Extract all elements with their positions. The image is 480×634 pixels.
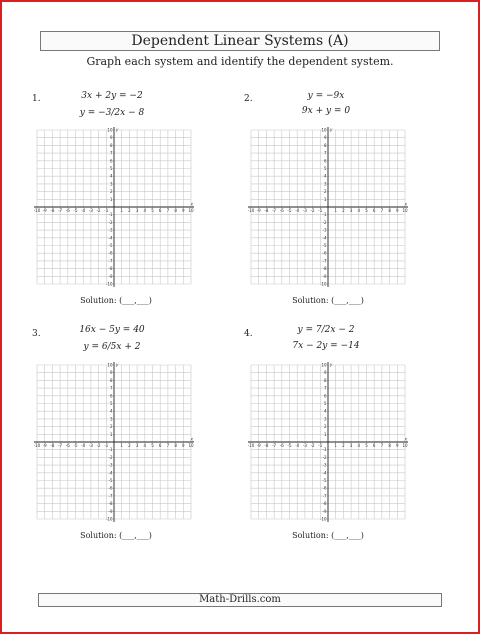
x-tick-label: -2 <box>96 208 101 213</box>
y-tick-label: 4 <box>323 408 327 414</box>
y-tick-label: 9 <box>323 370 327 376</box>
x-tick-label: -9 <box>42 443 47 448</box>
y-tick-label: 2 <box>323 189 327 195</box>
x-tick-label: -4 <box>295 208 300 213</box>
x-tick-label: -10 <box>248 443 255 448</box>
equation-1: y = −9x <box>307 91 345 101</box>
y-tick-label: 10 <box>107 362 113 368</box>
y-tick-label: -7 <box>108 493 113 499</box>
x-tick-label: 6 <box>158 443 162 448</box>
x-tick-label: -9 <box>42 208 47 213</box>
y-tick-label: 3 <box>323 181 327 187</box>
y-tick-label: -5 <box>108 243 113 248</box>
x-tick-label: 8 <box>174 443 177 448</box>
y-tick-label: 1 <box>109 196 113 202</box>
equation-1: 3x + 2y = −2 <box>81 91 143 101</box>
x-tick-label: 9 <box>396 443 399 448</box>
y-tick-label: 9 <box>109 135 113 141</box>
y-tick-label: -4 <box>108 470 113 476</box>
y-tick-label: 7 <box>109 385 113 391</box>
y-tick-label: -10 <box>319 281 327 287</box>
y-tick-label: -2 <box>322 454 327 460</box>
y-tick-label: 1 <box>323 431 327 437</box>
y-tick-label: 6 <box>109 158 113 164</box>
x-tick-label: 3 <box>135 208 139 213</box>
x-tick-label: -10 <box>34 443 41 448</box>
x-tick-label: 4 <box>357 208 361 213</box>
y-tick-label: 3 <box>323 416 327 422</box>
x-tick-label: 8 <box>388 443 391 448</box>
y-tick-label: 10 <box>321 362 327 368</box>
problem-number: 2. <box>244 94 253 104</box>
x-axis-label: x <box>190 201 193 207</box>
y-tick-label: -5 <box>322 243 327 248</box>
y-tick-label: -7 <box>322 493 327 499</box>
x-tick-label: 10 <box>402 208 408 213</box>
equation-2: 7x − 2y = −14 <box>292 341 360 351</box>
x-tick-label: 4 <box>143 208 147 213</box>
x-tick-label: 5 <box>151 443 154 448</box>
y-tick-label: -2 <box>108 219 113 225</box>
y-tick-label: 10 <box>321 127 327 133</box>
y-axis-label: y <box>330 362 333 367</box>
x-tick-label: 1 <box>334 443 337 448</box>
equation-2: 9x + y = 0 <box>301 106 351 116</box>
y-tick-label: -1 <box>322 212 327 218</box>
y-tick-label: 5 <box>109 166 113 171</box>
x-tick-label: 4 <box>357 443 361 448</box>
x-tick-label: -2 <box>310 443 315 448</box>
x-tick-label: 6 <box>158 208 162 213</box>
y-tick-label: 4 <box>109 408 113 414</box>
x-tick-label: -6 <box>279 208 284 213</box>
y-axis-label: y <box>116 127 119 132</box>
y-tick-label: 5 <box>323 166 327 171</box>
x-tick-label: 1 <box>334 208 337 213</box>
x-tick-label: 9 <box>396 208 399 213</box>
y-tick-label: -6 <box>322 485 327 491</box>
y-tick-label: 3 <box>109 416 113 422</box>
y-tick-label: 2 <box>109 189 113 195</box>
y-tick-label: -8 <box>322 501 327 507</box>
y-tick-label: -4 <box>322 470 327 476</box>
y-tick-label: -6 <box>322 250 327 256</box>
y-tick-label: -2 <box>322 219 327 225</box>
x-tick-label: -4 <box>81 443 86 448</box>
y-tick-label: 8 <box>323 377 327 383</box>
x-tick-label: -5 <box>287 443 292 448</box>
x-tick-label: -2 <box>310 208 315 213</box>
x-tick-label: -8 <box>50 443 55 448</box>
y-axis-label: y <box>116 362 119 367</box>
x-tick-label: 8 <box>388 208 391 213</box>
x-tick-label: 6 <box>372 208 376 213</box>
y-tick-label: -8 <box>322 266 327 272</box>
x-tick-label: 10 <box>402 443 408 448</box>
x-tick-label: -1 <box>318 443 323 448</box>
y-tick-label: -4 <box>322 235 327 241</box>
y-tick-label: -3 <box>108 462 113 468</box>
solution-line: Solution: (___,___) <box>292 296 364 305</box>
y-tick-label: -3 <box>108 227 113 233</box>
x-tick-label: -3 <box>88 208 93 213</box>
x-tick-label: 5 <box>365 443 368 448</box>
x-tick-label: 1 <box>120 208 123 213</box>
footer: Math-Drills.com <box>38 593 442 607</box>
x-tick-label: -9 <box>256 443 261 448</box>
y-tick-label: 7 <box>109 150 113 156</box>
y-tick-label: -9 <box>108 273 113 279</box>
y-tick-label: 1 <box>109 431 113 437</box>
y-tick-label: -3 <box>322 227 327 233</box>
x-tick-label: -4 <box>295 443 300 448</box>
y-tick-label: 7 <box>323 385 327 391</box>
x-tick-label: 2 <box>128 443 131 448</box>
worksheet-title: Dependent Linear Systems (A) <box>40 31 440 51</box>
y-tick-label: -1 <box>108 447 113 453</box>
instructions: Graph each system and identify the dependent system. <box>86 55 394 68</box>
x-tick-label: 9 <box>182 208 185 213</box>
x-tick-label: -1 <box>104 208 109 213</box>
y-tick-label: 9 <box>109 370 113 376</box>
y-tick-label: 8 <box>323 142 327 148</box>
y-tick-label: 1 <box>323 196 327 202</box>
y-tick-label: -4 <box>108 235 113 241</box>
x-tick-label: 7 <box>380 208 384 213</box>
x-axis-label: x <box>190 436 193 442</box>
x-tick-label: -2 <box>96 443 101 448</box>
x-tick-label: 3 <box>135 443 139 448</box>
x-tick-label: -4 <box>81 208 86 213</box>
solution-line: Solution: (___,___) <box>80 531 152 540</box>
x-tick-label: 1 <box>120 443 123 448</box>
x-tick-label: 8 <box>174 208 177 213</box>
x-tick-label: 7 <box>380 443 384 448</box>
y-tick-label: -7 <box>108 258 113 264</box>
y-tick-label: -3 <box>322 462 327 468</box>
x-tick-label: -8 <box>264 443 269 448</box>
x-tick-label: -6 <box>65 443 70 448</box>
equation-2: y = −3/2x − 8 <box>79 108 145 118</box>
coordinate-grid <box>248 127 408 287</box>
y-tick-label: -1 <box>322 447 327 453</box>
x-tick-label: 10 <box>188 208 194 213</box>
x-tick-label: 2 <box>342 443 345 448</box>
y-tick-label: -5 <box>322 478 327 483</box>
x-tick-label: -5 <box>73 443 78 448</box>
solution-line: Solution: (___,___) <box>292 531 364 540</box>
y-axis-label: y <box>330 127 333 132</box>
x-tick-label: 2 <box>342 208 345 213</box>
y-tick-label: 4 <box>323 173 327 179</box>
x-tick-label: -1 <box>318 208 323 213</box>
x-tick-label: -7 <box>272 443 277 448</box>
x-tick-label: -3 <box>88 443 93 448</box>
x-tick-label: 6 <box>372 443 376 448</box>
problem-number: 3. <box>32 329 41 339</box>
y-tick-label: 6 <box>109 393 113 399</box>
coordinate-grid <box>34 362 194 522</box>
x-tick-label: -5 <box>73 208 78 213</box>
y-tick-label: 3 <box>109 181 113 187</box>
y-tick-label: -1 <box>108 212 113 218</box>
y-tick-label: -5 <box>108 478 113 483</box>
x-axis-label: x <box>404 436 407 442</box>
x-tick-label: -3 <box>302 208 307 213</box>
y-tick-label: -7 <box>322 258 327 264</box>
y-tick-label: -8 <box>108 266 113 272</box>
x-tick-label: 3 <box>349 443 353 448</box>
y-tick-label: -9 <box>322 273 327 279</box>
y-tick-label: 7 <box>323 150 327 156</box>
y-tick-label: -6 <box>108 250 113 256</box>
y-tick-label: 9 <box>323 135 327 141</box>
x-tick-label: -6 <box>279 443 284 448</box>
x-tick-label: 7 <box>166 208 170 213</box>
y-tick-label: 4 <box>109 173 113 179</box>
y-tick-label: 5 <box>109 401 113 406</box>
x-tick-label: -8 <box>264 208 269 213</box>
y-tick-label: -10 <box>319 516 327 522</box>
x-tick-label: 5 <box>151 208 154 213</box>
y-tick-label: -8 <box>108 501 113 507</box>
y-tick-label: -6 <box>108 485 113 491</box>
problem-number: 4. <box>244 329 253 339</box>
y-tick-label: 5 <box>323 401 327 406</box>
x-tick-label: 5 <box>365 208 368 213</box>
y-tick-label: -10 <box>105 281 113 287</box>
x-tick-label: -7 <box>272 208 277 213</box>
x-tick-label: 2 <box>128 208 131 213</box>
x-axis-label: x <box>404 201 407 207</box>
x-tick-label: -1 <box>104 443 109 448</box>
x-tick-label: -7 <box>58 208 63 213</box>
x-tick-label: 4 <box>143 443 147 448</box>
x-tick-label: -5 <box>287 208 292 213</box>
y-tick-label: 8 <box>109 142 113 148</box>
x-tick-label: -10 <box>34 208 41 213</box>
y-tick-label: 6 <box>323 158 327 164</box>
y-tick-label: -9 <box>108 508 113 514</box>
y-tick-label: 2 <box>323 424 327 430</box>
equation-1: y = 7/2x − 2 <box>297 325 355 335</box>
x-tick-label: -10 <box>248 208 255 213</box>
y-tick-label: 10 <box>107 127 113 133</box>
coordinate-grid <box>248 362 408 522</box>
x-tick-label: 3 <box>349 208 353 213</box>
x-tick-label: -9 <box>256 208 261 213</box>
x-tick-label: -7 <box>58 443 63 448</box>
y-tick-label: -9 <box>322 508 327 514</box>
y-tick-label: -10 <box>105 516 113 522</box>
x-tick-label: 10 <box>188 443 194 448</box>
x-tick-label: -8 <box>50 208 55 213</box>
equation-2: y = 6/5x + 2 <box>83 342 141 352</box>
y-tick-label: 2 <box>109 424 113 430</box>
y-tick-label: 6 <box>323 393 327 399</box>
solution-line: Solution: (___,___) <box>80 296 152 305</box>
equation-1: 16x − 5y = 40 <box>79 325 145 335</box>
coordinate-grid <box>34 127 194 287</box>
x-tick-label: 7 <box>166 443 170 448</box>
x-tick-label: 9 <box>182 443 185 448</box>
problem-number: 1. <box>32 94 41 104</box>
x-tick-label: -6 <box>65 208 70 213</box>
x-tick-label: -3 <box>302 443 307 448</box>
y-tick-label: 8 <box>109 377 113 383</box>
y-tick-label: -2 <box>108 454 113 460</box>
